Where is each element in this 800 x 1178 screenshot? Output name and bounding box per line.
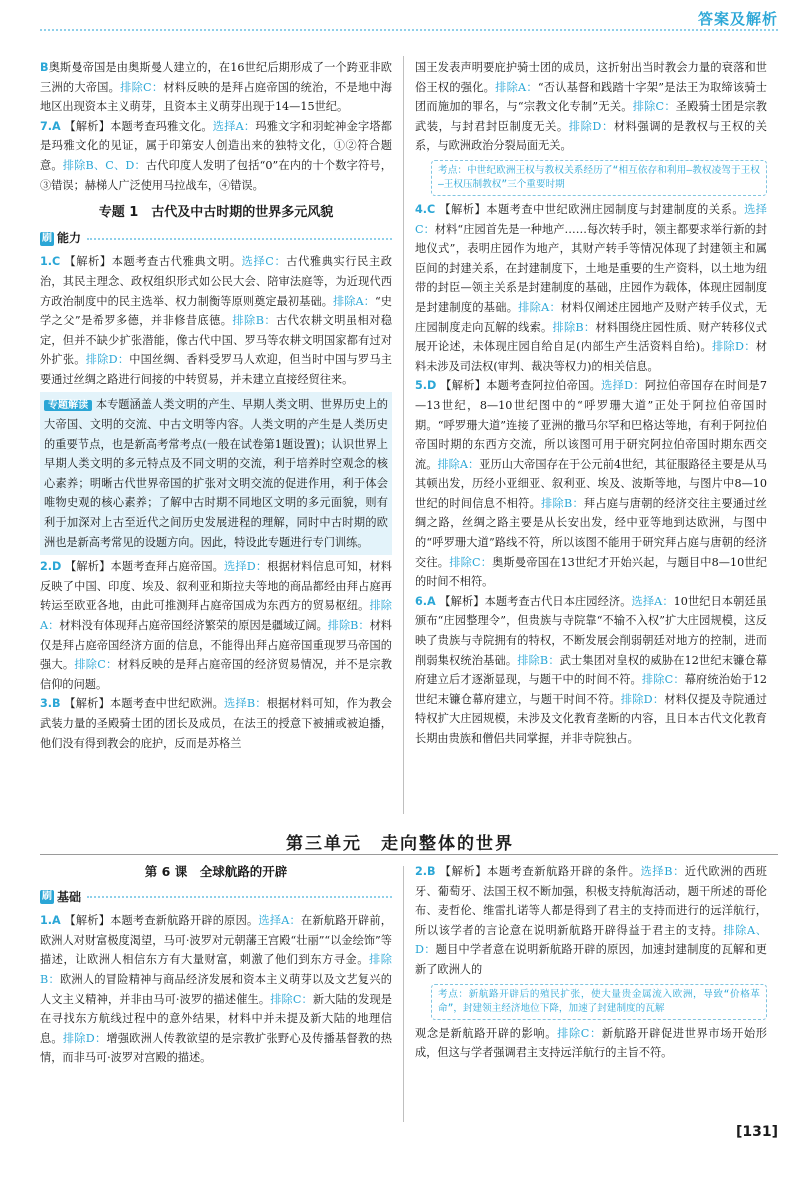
right-column-top (415, 58, 767, 749)
topic-title: 专题 1 古代及中古时期的世界多元风貌 (98, 205, 334, 221)
lesson-title: 第 6 课 全球航路的开辟 (144, 864, 288, 879)
section-label: 能力 (57, 230, 82, 245)
unit-title: 第三单元 走向整体的世界 (286, 834, 514, 854)
header-title: 答案及解析 (697, 10, 778, 28)
page-number: [131] (735, 1124, 778, 1140)
key-point-box: 考点：新航路开辟后的殖民扩张，使大量贵金属流入欧洲，导致“价格革命”，封建领主经济地位下降，加速了封建制度的瓦解 (431, 984, 767, 1020)
answer-b2: 2.B 【解析】本题考查新航路开辟的条件。选择B：近代欧洲的西班牙、葡萄牙、法国王权不断加强，积极支持航海活动，题干所述的哥伦布、麦哲伦、维雷扎诺等人都是得到了君主的支持而进行的远洋航行，所以该学者的言论意在说明新航路开辟得益于君主的支持。排除A、D：题目中学者意在说明新航路开辟的原因，加速封建制度的瓦解和更新了欧洲人的 (415, 865, 767, 976)
section-ability (40, 229, 392, 249)
section-basic (40, 888, 392, 908)
column-divider-bottom (403, 866, 404, 1122)
answer-q1: 1.C 【解析】本题考查古代雅典文明。选择C：古代雅典实行民主政治，其民主理念、政权组织形式如公民大会、陪审法庭等，为近现代西方政治制度中的民主选举、权力制衡等原则奠定最初基础。排除A：“史学之父”是希罗多德，并非修昔底德。排除B：古代农耕文明虽相对稳定，但并不缺少扩张潜能，像古代中国、罗马等农耕文明国家都有过对外扩张。排除D：中国丝绸、香料受罗马人欢迎，但当时中国与罗马主要通过丝绸之路进行间接的中转贸易，并未建立直接经贸往来。 (40, 255, 392, 386)
section-label: 基础 (57, 889, 82, 904)
answer-q4: 4.C 【解析】本题考查中世纪欧洲庄园制度与封建制度的关系。选择C：材料“庄园首先是一种地产……每次转手时，领主都要求举行新的封地仪式”，表明庄园作为地产，其财产转手等情况体现了封建领主和属臣间的封建关系，在封建制度下，土地是重要的生产资料，以土地为纽带的封臣—领主关系是封建制度的基础，庄园作为载体，体现庄园制度是封建制度的基础。排除A：材料仅阐述庄园地产及财产转手仪式，无庄园制度走向瓦解的线索。排除B：材料围绕庄园性质、财产转移仪式展开论述，未体现庄园自给自足(内部生产生活资料自给)。排除D：材料未涉及司法权(审判、裁决等权力)的相关信息。 (415, 202, 767, 373)
answer-paragraph: B奥斯曼帝国是由奥斯曼人建立的，在16世纪后期形成了一个跨亚非欧三洲的大帝国。排除C：材料反映的是拜占庭帝国的统治，不是地中海地区出现资本主义萌芽，且资本主义萌芽出现于14—15世纪。 (40, 61, 392, 114)
answer-q5: 5.D 【解析】本题考查阿拉伯帝国。选择D：阿拉伯帝国存在时间是7—13世纪，8—10世纪图中的“呼罗珊大道”正处于阿拉伯帝国时期。“呼罗珊大道”连接了亚洲的撒马尔罕和巴格达等地，有利于阿拉伯帝国时期的东西方交流，所以该图可用于研究阿拉伯帝国时期东西交流。排除A：亚历山大帝国存在于公元前4世纪，其征服路径主要是从马其顿出发，历经小亚细亚、叙利亚、埃及、波斯等地，与图片中8—10世纪的时间信息不相符。排除B：拜占庭与唐朝的经济交往主要通过丝绸之路，丝绸之路主要是从长安出发，经中亚等地到达欧洲，与图中的“呼罗珊大道”路线不符，所以该图不能用于研究拜占庭与唐朝的经济交往。排除C：奥斯曼帝国在13世纪才开始兴起，与题目中8—10世纪的时间不相符。 (415, 379, 767, 589)
answer-q3: 3.B 【解析】本题考查中世纪欧洲。选择B：根据材料可知，作为教会武装力量的圣殿骑士团的团长及成员，在法王的授意下被捕或被迫播，他们没有得到教会的庇护，反而是苏格兰 (40, 697, 392, 750)
key-point-label: 考点： (438, 164, 468, 176)
right-column-bottom (415, 862, 767, 1063)
unit-divider (40, 854, 778, 855)
column-divider-top (403, 56, 404, 814)
left-column-bottom (40, 862, 392, 1068)
answer-b2-continued: 观念是新航路开辟的影响。排除C：新航路开辟促进世界市场开始形成，但这与学者强调君主支持远洋航行的主旨不符。 (415, 1026, 767, 1060)
special-note: 专题解读 本专题涵盖人类文明的产生、早期人类文明、世界历史上的大帝国、文明的交流、中古文明等内容。人类文明的产生是人类历史的重要节点，也是新高考常考点(一般在试卷第1题设置)；认识世界上早期人类文明的多元特点及不同文明的交流，利于培养时空观念的核心素养；明晰古代世界帝国的扩张对文明交流的促进作用，利于体会唯物史观的核心素养；了解中古时期不同地区文明的多元面貌，则有利于加深对上古至近代之间历史发展进程的理解，同时中古时期的欧洲也是新高考常见的设题方向。因此，特设此专题进行专门训练。 (40, 392, 392, 556)
answer-q6: 6.A 【解析】本题考查古代日本庄园经济。选择A：10世纪日本朝廷虽颁布“庄园整理令”，但贵族与寺院靠“不输不入权”扩大庄园规模，这反映了贵族与寺院拥有的特权，不断发展会削弱朝廷对地方的控制，进而削弱集权统治基础。排除B：武士集团对皇权的威胁在12世纪末镰仓幕府建立后才逐渐显现，与题干中的时间不符。排除C：幕府统治始于12世纪末镰仓幕府建立，与题干时间不符。排除D：材料仅提及寺院通过特权扩大庄园规模，未涉及文化教育垄断的内容，且日本古代文化教育长期由贵族和僧侣共同掌握，并非寺院独占。 (415, 594, 767, 745)
answer-q3-continued: 国王发表声明要庇护骑士团的成员，这折射出当时教会力量的衰落和世俗王权的强化。排除A：“否认基督和践踏十字架”是法王为取缔该骑士团而施加的罪名，与“宗教文化专制”无关。排除C：圣殿骑士团是宗教武装，与封君封臣制度无关。排除D：材料强调的是教权与王权的关系，与欧洲政治分裂局面无关。 (415, 61, 767, 153)
answer-q7: 7.A 【解析】本题考查玛雅文化。选择A：玛雅文字和羽蛇神金字塔都是玛雅文化的见证，属于印第安人创造出来的独特文化，①②符合题意。排除B、C、D：古代印度人发明了包括“0”在内的十个数字符号，③错误；赫梯人广泛使用马拉战车，④错误。 (40, 119, 392, 192)
header-divider (40, 29, 778, 31)
key-point-label: 考点： (438, 988, 469, 1000)
brush-icon: 刷 (42, 232, 52, 244)
left-column-top (40, 58, 392, 753)
brush-icon: 刷 (42, 891, 52, 903)
answer-q2: 2.D 【解析】本题考查拜占庭帝国。选择D：根据材料信息可知，材料反映了中国、印度、埃及、叙利亚和斯拉夫等地的商品都经由拜占庭再转运至欧亚各地，由此可推测拜占庭帝国成为东西方的贸易枢纽。排除A：材料没有体现拜占庭帝国经济繁荣的原因是疆域辽阔。排除B：材料仅是拜占庭帝国经济方面的信息，不能得出拜占庭帝国重现罗马帝国的强大。排除C：材料反映的是拜占庭帝国的经济贸易情况，并不是宗教信仰的问题。 (40, 560, 392, 691)
answer-b1: 1.A 【解析】本题考查新航路开辟的原因。选择A：在新航路开辟前，欧洲人对财富极度渴望，马可·波罗对元朝藩王宫殿“壮丽”“以金绘饰”等描述，让欧洲人相信东方有大量财富，刺激了他们到东方寻金。排除B：欧洲人的冒险精神与商品经济发展和资本主义萌芽以及文艺复兴的人文主义精神，并非由马可·波罗的描述催生。排除C：新大陆的发现是在寻找东方航线过程中的意外结果，材料中并未提及新大陆的地理信息。排除D：增强欧洲人传教欲望的是宗教扩张野心及传播基督教的热情，而非马可·波罗对宫殿的描述。 (40, 914, 392, 1065)
key-point-box: 考点：中世纪欧洲王权与教权关系经历了“相互依存和利用—教权凌驾于王权—王权压制教权”三个重要时期 (431, 160, 767, 196)
special-note-tag: 专题解读 (44, 400, 92, 411)
